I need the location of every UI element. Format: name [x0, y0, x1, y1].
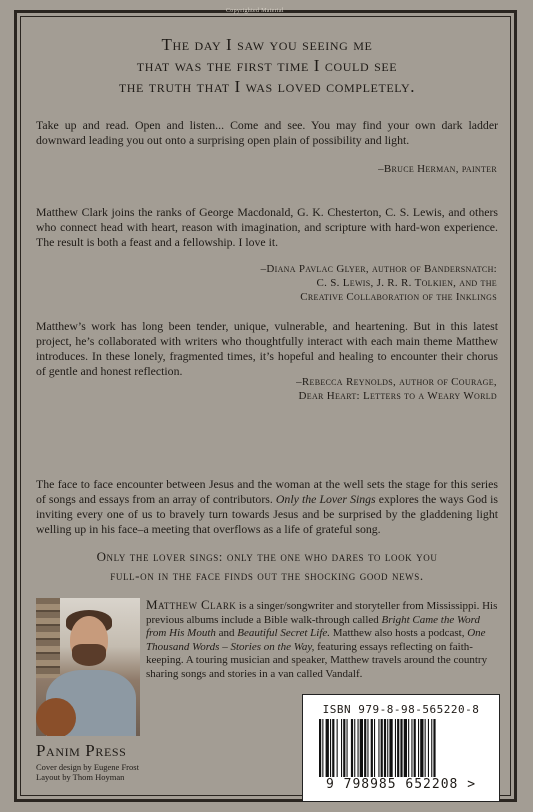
- barcode-bar: [384, 719, 386, 777]
- bio-text-1: is a singer/songwriter and storyteller from Mississippi. His previous albums include a Bible walk-through called: [146, 600, 498, 626]
- barcode-bar: [343, 719, 345, 777]
- barcode-bar: [378, 719, 379, 777]
- barcode-bar: [381, 719, 383, 777]
- barcode-bar: [408, 719, 409, 777]
- isbn-label: ISBN 979-8-98-565220-8: [322, 703, 480, 716]
- barcode-bar: [360, 719, 363, 777]
- isbn-barcode-box: [302, 694, 500, 802]
- barcode-bar: [326, 719, 329, 777]
- barcode-bar: [354, 719, 355, 777]
- barcode-bar: [319, 719, 321, 777]
- endorsement-3-attribution: –Rebecca Reynolds, author of Courage, Dear Heart: Letters to a Weary World: [296, 376, 497, 402]
- barcode-bar: [374, 719, 375, 777]
- description-part-1: The face to face encounter between Jesus and the woman at the well sets the stage for this series of songs and essays from an array of contributors.: [36, 477, 498, 506]
- barcode-bar: [387, 719, 388, 777]
- credit-cover-design: Cover design by Eugene Frost: [36, 762, 139, 772]
- barcode-bar: [400, 719, 402, 777]
- guitar-shape: [36, 698, 76, 736]
- bio-podcast: One Thousand Words – Stories on the Way,: [146, 627, 486, 653]
- barcode-bar: [420, 719, 423, 777]
- barcode-bar: [389, 719, 392, 777]
- book-description: [36, 477, 498, 537]
- barcode-bar: [322, 719, 323, 777]
- endorsement-1-attribution: –Bruce Herman, painter: [378, 163, 497, 175]
- bio-album-1: Bright Came the Word from His Mouth: [146, 613, 481, 640]
- barcode-bar: [397, 719, 399, 777]
- description-book-title: Only the Lover Sings: [275, 492, 376, 506]
- copyright-ribbon: Copyrighted Material: [226, 8, 284, 14]
- credit-layout: Layout by Thom Hoyman: [36, 772, 125, 782]
- author-bio: [146, 598, 498, 682]
- barcode-bar: [425, 719, 426, 777]
- publisher-name: Panim Press: [36, 741, 127, 760]
- barcode-number: 9 798985 652208 >: [325, 777, 477, 792]
- bookshelf-background: [36, 598, 60, 678]
- bio-text-4: featuring essays reflecting on faith-keeping. A touring musician and speaker, Matthew travels around the country sharing songs and stories in a van called Vandalf.: [146, 640, 488, 680]
- author-name: Matthew Clark: [146, 597, 237, 612]
- top-headline: The day I saw you seeing me that was the first time I could see the truth that I was loved completely.: [118, 35, 416, 96]
- bio-text-3: Matthew also hosts a podcast,: [330, 627, 468, 640]
- barcode-bar: [347, 719, 348, 777]
- barcode-bar: [431, 719, 432, 777]
- endorsement-2-text: Matthew Clark joins the ranks of George Macdonald, G. K. Chesterton, C. S. Lewis, and others who connect head with heart, reason with imagination, and scripture with hard-won experience. The result is both a feast and a fellowship. I love it.: [36, 205, 498, 249]
- barcode-bar: [351, 719, 353, 777]
- barcode-bar: [404, 719, 407, 777]
- barcode-bar: [337, 719, 338, 777]
- barcode-bar: [414, 719, 416, 777]
- author-photo: [36, 598, 140, 736]
- endorsement-3-text: Matthew’s work has long been tender, unique, vulnerable, and heartening. But in this latest project, he’s collaborated with writers who thoughtfully interact with each main theme Matthew introduces. In these lonely, fragmented times, it’s hopeful and healing to encounter their chorus of gentle and honest reflection.: [36, 319, 498, 378]
- bottom-headline: Only the lover sings: only the one who dares to look you full-on in the face finds out the shocking good news.: [96, 549, 438, 583]
- bio-album-2: Beautiful Secret Life.: [237, 627, 331, 640]
- author-beard: [72, 644, 106, 666]
- barcode-bar: [330, 719, 331, 777]
- barcode-bar: [433, 719, 435, 777]
- barcode-bar: [395, 719, 396, 777]
- description-part-2: explores the ways God is inviting every one of us to bravely turn towards Jesus and be surprised by the gladdening light welling up in his face–a meeting that overflows as a life of grateful song.: [36, 492, 498, 536]
- barcode-bar: [418, 719, 419, 777]
- barcode-bar: [428, 719, 429, 777]
- barcode-bar: [358, 719, 359, 777]
- barcode-bar: [364, 719, 366, 777]
- barcode-bar: [371, 719, 373, 777]
- barcode-icon: [317, 719, 487, 777]
- endorsement-1-text: Take up and read. Open and listen... Come and see. You may find your own dark ladder downward leading you out onto a surprising open plain of possibility and light.: [36, 118, 498, 147]
- barcode-bar: [341, 719, 342, 777]
- endorsement-2-attribution: –Diana Pavlac Glyer, author of Bandersnatch: C. S. Lewis, J. R. R. Tolkien, and the Creative Collaboration of the Inklings: [260, 263, 497, 303]
- barcode-bar: [411, 719, 412, 777]
- bio-text-2: and: [215, 627, 238, 640]
- barcode-bar: [332, 719, 334, 777]
- barcode-bar: [367, 719, 368, 777]
